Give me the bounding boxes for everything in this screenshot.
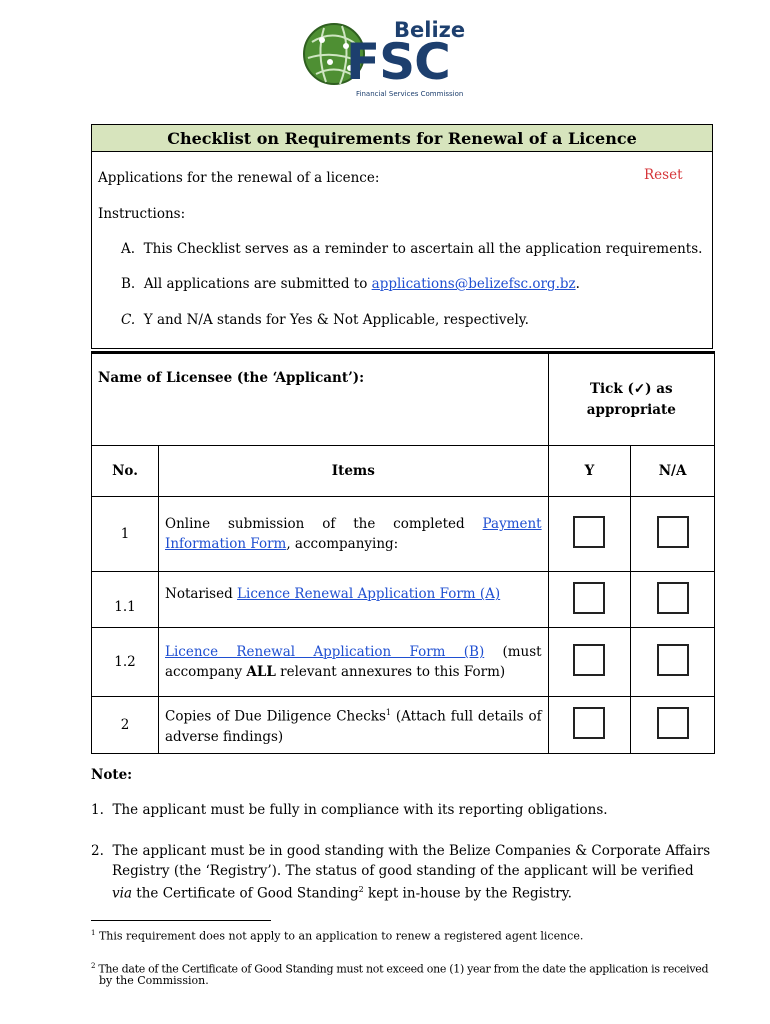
logo-top-text: Belize xyxy=(394,18,466,42)
form-b-link[interactable]: Licence Renewal Application Form (B) xyxy=(165,644,485,660)
instruction-c xyxy=(121,312,529,328)
footnote-number: 2 xyxy=(91,962,96,970)
item-text: (must accompany xyxy=(165,644,542,680)
table-row xyxy=(92,628,715,697)
yes-checkbox[interactable] xyxy=(573,582,605,614)
logo-main-text: FSC xyxy=(346,33,450,91)
note-2-line2: Registry (the ‘Registry’). The status of good standing of the applicant will be verified xyxy=(112,863,694,879)
item-text: Online submission of the completed xyxy=(165,516,483,532)
table-row xyxy=(92,697,715,754)
fsc-logo xyxy=(300,18,470,104)
email-link[interactable]: applications@belizefsc.org.bz xyxy=(371,276,576,292)
note-label: Note: xyxy=(91,767,133,783)
instruction-text: This Checklist serves as a reminder to ascertain all the application requirements. xyxy=(143,241,703,257)
note-1 xyxy=(91,802,608,818)
tick-instruction: Tick (✓) as appropriate xyxy=(548,353,714,446)
note-italic-text: via xyxy=(112,885,132,902)
row-number: 2 xyxy=(92,697,159,754)
note-2 xyxy=(91,841,710,861)
footnote-number: 1 xyxy=(91,929,96,937)
na-checkbox[interactable] xyxy=(657,707,689,739)
item-text: Notarised xyxy=(165,586,238,602)
instruction-marker: C. xyxy=(121,312,136,328)
yes-checkbox[interactable] xyxy=(573,644,605,676)
reset-button[interactable]: Reset xyxy=(644,167,683,183)
instruction-marker: A. xyxy=(121,241,136,257)
header-row xyxy=(92,446,715,497)
header-no: No. xyxy=(92,446,159,497)
checklist-table xyxy=(91,351,715,754)
note-text: The applicant must be fully in compliance with its reporting obligations. xyxy=(112,802,608,818)
na-checkbox[interactable] xyxy=(657,516,689,548)
form-a-link[interactable]: Licence Renewal Application Form (A) xyxy=(237,586,501,602)
footnote-2-line2: by the Commission. xyxy=(99,974,209,987)
item-text-end: (Attach full details of adverse findings) xyxy=(165,708,542,745)
logo-sub-text: Financial Services Commission xyxy=(356,90,464,98)
licensee-name-field[interactable]: Name of Licensee (the ‘Applicant’): xyxy=(92,353,549,446)
note-marker: 2. xyxy=(91,843,104,859)
note-2-line3 xyxy=(112,880,572,904)
note-text: The applicant must be in good standing with the Belize Companies & Corporate Affairs xyxy=(112,843,711,859)
note-marker: 1. xyxy=(91,802,104,818)
item-text: Copies of Due Diligence Checks xyxy=(165,708,386,725)
instruction-a xyxy=(121,241,702,257)
row-item xyxy=(159,697,549,754)
row-item xyxy=(159,572,549,628)
footnote-text: The date of the Certificate of Good Standing must not exceed one (1) year from the date the application is received xyxy=(95,962,709,976)
footnote-ref: 2 xyxy=(358,885,364,894)
instruction-b xyxy=(121,276,580,292)
row-number: 1.2 xyxy=(92,628,159,697)
note-text: the Certificate of Good Standing xyxy=(132,885,359,902)
row-number: 1 xyxy=(92,497,159,572)
header-y: Y xyxy=(548,446,631,497)
payment-form-link[interactable]: Payment Information Form xyxy=(165,516,542,552)
instruction-marker: B. xyxy=(121,276,136,292)
na-checkbox[interactable] xyxy=(657,582,689,614)
note-text-end: kept in-house by the Registry. xyxy=(363,885,572,902)
footnote-ref: 1 xyxy=(385,708,391,718)
footnote-text: This requirement does not apply to an application to renew a registered agent licence. xyxy=(95,929,584,943)
row-item xyxy=(159,497,549,572)
instruction-text: Y and N/A stands for Yes & Not Applicable, respectively. xyxy=(143,312,529,328)
instruction-text: All applications are submitted to xyxy=(143,276,372,292)
table-row xyxy=(92,497,715,572)
intro-text: Applications for the renewal of a licence: xyxy=(98,170,380,186)
footnote-divider xyxy=(91,920,271,921)
header-items: Items xyxy=(159,446,549,497)
yes-checkbox[interactable] xyxy=(573,516,605,548)
form-title: Checklist on Requirements for Renewal of a Licence xyxy=(91,124,713,152)
na-checkbox[interactable] xyxy=(657,644,689,676)
item-bold-text: ALL xyxy=(246,664,276,680)
row-item xyxy=(159,628,549,697)
item-text-end: relevant annexures to this Form) xyxy=(275,664,506,680)
item-text-end: , accompanying: xyxy=(286,536,399,552)
instructions-label: Instructions: xyxy=(98,206,186,222)
licensee-row xyxy=(92,353,715,446)
header-na: N/A xyxy=(631,446,715,497)
row-number: 1.1 xyxy=(92,572,159,628)
instruction-text-end: . xyxy=(575,276,580,292)
table-row xyxy=(92,572,715,628)
footnote-1 xyxy=(91,929,583,943)
yes-checkbox[interactable] xyxy=(573,707,605,739)
